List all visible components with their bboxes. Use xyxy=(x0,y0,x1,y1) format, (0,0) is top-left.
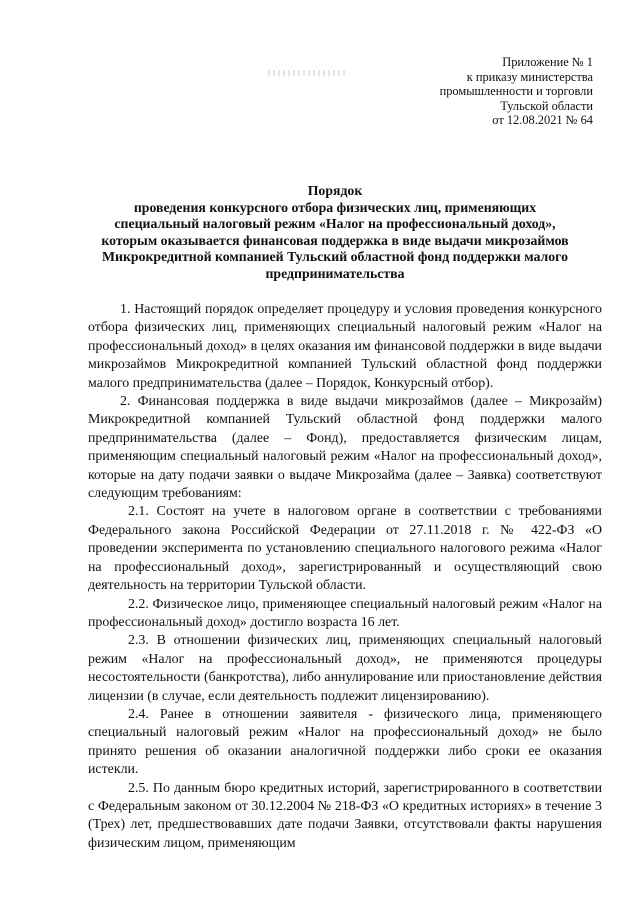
title-line: предпринимательства xyxy=(265,265,405,281)
appendix-line: от 12.08.2021 № 64 xyxy=(492,113,593,128)
paragraph-1: 1. Настоящий порядок определяет процедуру и условия проведения конкурсного отбора физических лиц, применяющих специальный налоговый режим «Налог на профессиональный доход» в целях оказания им финансовой поддержки в виде выдачи микрозаймов Микрокредитной компанией Тульский областной фонд поддержки малого предпринимательства (далее – Порядок, Конкурсный отбор). xyxy=(88,302,602,391)
title-line: проведения конкурсного отбора физических лиц, применяющих xyxy=(133,199,537,215)
title-line: которым оказывается финансовая поддержка в виде выдачи микрозаймов xyxy=(101,232,569,248)
appendix-line: промышленности и торговли xyxy=(439,84,593,99)
appendix-line: Приложение № 1 xyxy=(502,55,593,69)
appendix-line: к приказу министерства xyxy=(466,69,593,84)
paragraph-2-2: 2.2. Физическое лицо, применяющее специальный налоговый режим «Налог на профессиональный доход» достигло возраста 16 лет. xyxy=(88,596,602,630)
paragraph-2-1: 2.1. Состоят на учете в налоговом органе в соответствии с требованиями Федерального закона Российской Федерации от 27.11.2018 г. № 422-ФЗ «О проведении эксперимента по установлению специального налогового режима «Налог на профессиональный доход», зарегистрированный и осуществляющий свою деятельность на территории Тульской области. xyxy=(88,504,602,594)
title-line: Микрокредитной компанией Тульский областной фонд поддержки малого xyxy=(101,249,568,265)
paragraph-2: 2. Финансовая поддержка в виде выдачи микрозаймов (далее – Микрозайм) Микрокредитной компанией Тульский областной фонд поддержки малого предпринимательства (далее – Фонд), предоставляется физическим лицам, применяющим специальный налоговый режим «Налог на профессиональный доход», которые на дату подачи заявки о выдаче Микрозайма (далее – Заявка) соответствуют следующим требованиям: xyxy=(88,394,602,502)
appendix-line: Тульской области xyxy=(500,98,593,113)
paragraph-2-3: 2.3. В отношении физических лиц, применяющих специальный налоговый режим «Налог на профессиональный доход», не применяются процедуры несостоятельности (банкротства), либо аннулирование или приостановление действия лицензии (в случае, если деятельность подлежит лицензированию). xyxy=(88,633,602,704)
paragraph-2-5: 2.5. По данным бюро кредитных историй, зарегистрированного в соответствии с Федеральным законом от 30.12.2004 № 218-ФЗ «О кредитных историях» в течение 3 (Трех) лет, предшествовавших дате подачи Заявки, отсутствовали факты нарушения физическим лицом, применяющим xyxy=(88,780,602,851)
title-line: Порядок xyxy=(307,183,363,198)
faint-stamp-mark xyxy=(268,70,346,76)
paragraph-2-4: 2.4. Ранее в отношении заявителя - физического лица, применяющего специальный налоговый режим «Налог на профессиональный доход» не было принято решения об оказании аналогичной поддержки либо сроки ее оказания истекли. xyxy=(88,706,602,778)
document-body xyxy=(88,301,602,853)
document-title xyxy=(70,183,600,283)
title-line: специальный налоговый режим «Налог на профессиональный доход», xyxy=(114,216,556,232)
appendix-reference xyxy=(393,55,593,128)
